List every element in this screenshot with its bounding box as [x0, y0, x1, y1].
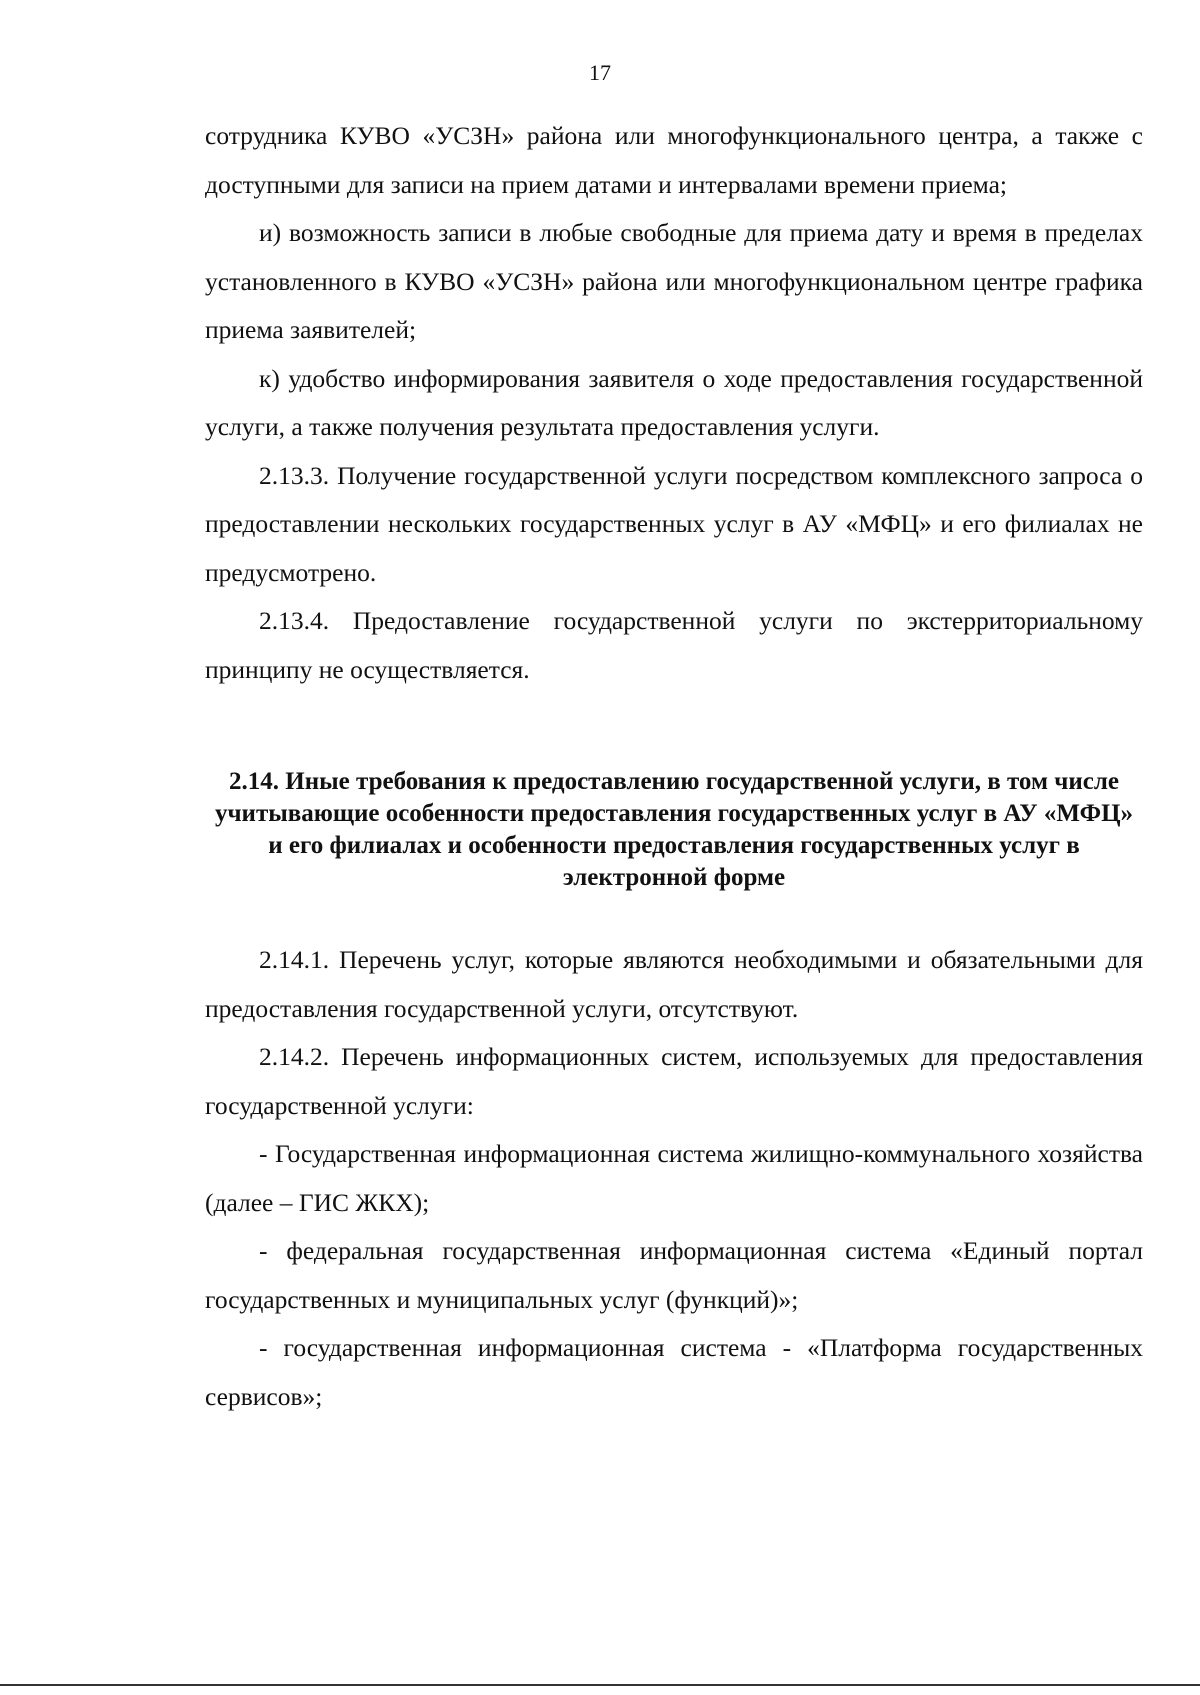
paragraph-continuation: сотрудника КУВО «УСЗН» района или многофункционального центра, а также с доступными для записи на прием датами и интервалами времени приема; [205, 121, 1143, 199]
paragraph-2-14-2: 2.14.2. Перечень информационных систем, используемых для предоставления государственной услуги: [205, 1042, 1143, 1120]
document-body [205, 112, 1143, 1421]
page-number: 17 [589, 60, 611, 85]
paragraph-item-i: и) возможность записи в любые свободные для приема дату и время в пределах установленного в КУВО «УСЗН» района или многофункциональном центре графика приема заявителей; [205, 218, 1143, 344]
section-heading-2-14: 2.14. Иные требования к предоставлению государственной услуги, в том числе учитывающие особенности предоставления государственных услуг в АУ «МФЦ» и его филиалах и особенности предоставления государственных услуг в электронной форме [214, 768, 1134, 891]
paragraph-2-14-1: 2.14.1. Перечень услуг, которые являются необходимыми и обязательными для предоставления государственной услуги, отсутствуют. [205, 945, 1143, 1023]
bottom-divider [0, 1684, 1200, 1686]
list-item-epgu: - федеральная государственная информационная система «Единый портал государственных и муниципальных услуг (функций)»; [205, 1236, 1143, 1314]
list-item-platform: - государственная информационная система - «Платформа государственных сервисов»; [205, 1333, 1143, 1411]
list-item-gis-zhkh: - Государственная информационная система жилищно-коммунального хозяйства (далее – ГИС ЖКХ); [205, 1139, 1143, 1217]
paragraph-item-k: к) удобство информирования заявителя о ходе предоставления государственной услуги, а также получения результата предоставления услуги. [205, 363, 1143, 441]
paragraph-2-13-3: 2.13.3. Получение государственной услуги посредством комплексного запроса о предоставлении нескольких государственных услуг в АУ «МФЦ» и его филиалах не предусмотрено. [205, 460, 1143, 587]
paragraph-2-13-4: 2.13.4. Предоставление государственной услуги по экстерриториальному принципу не осуществляется. [205, 606, 1143, 684]
